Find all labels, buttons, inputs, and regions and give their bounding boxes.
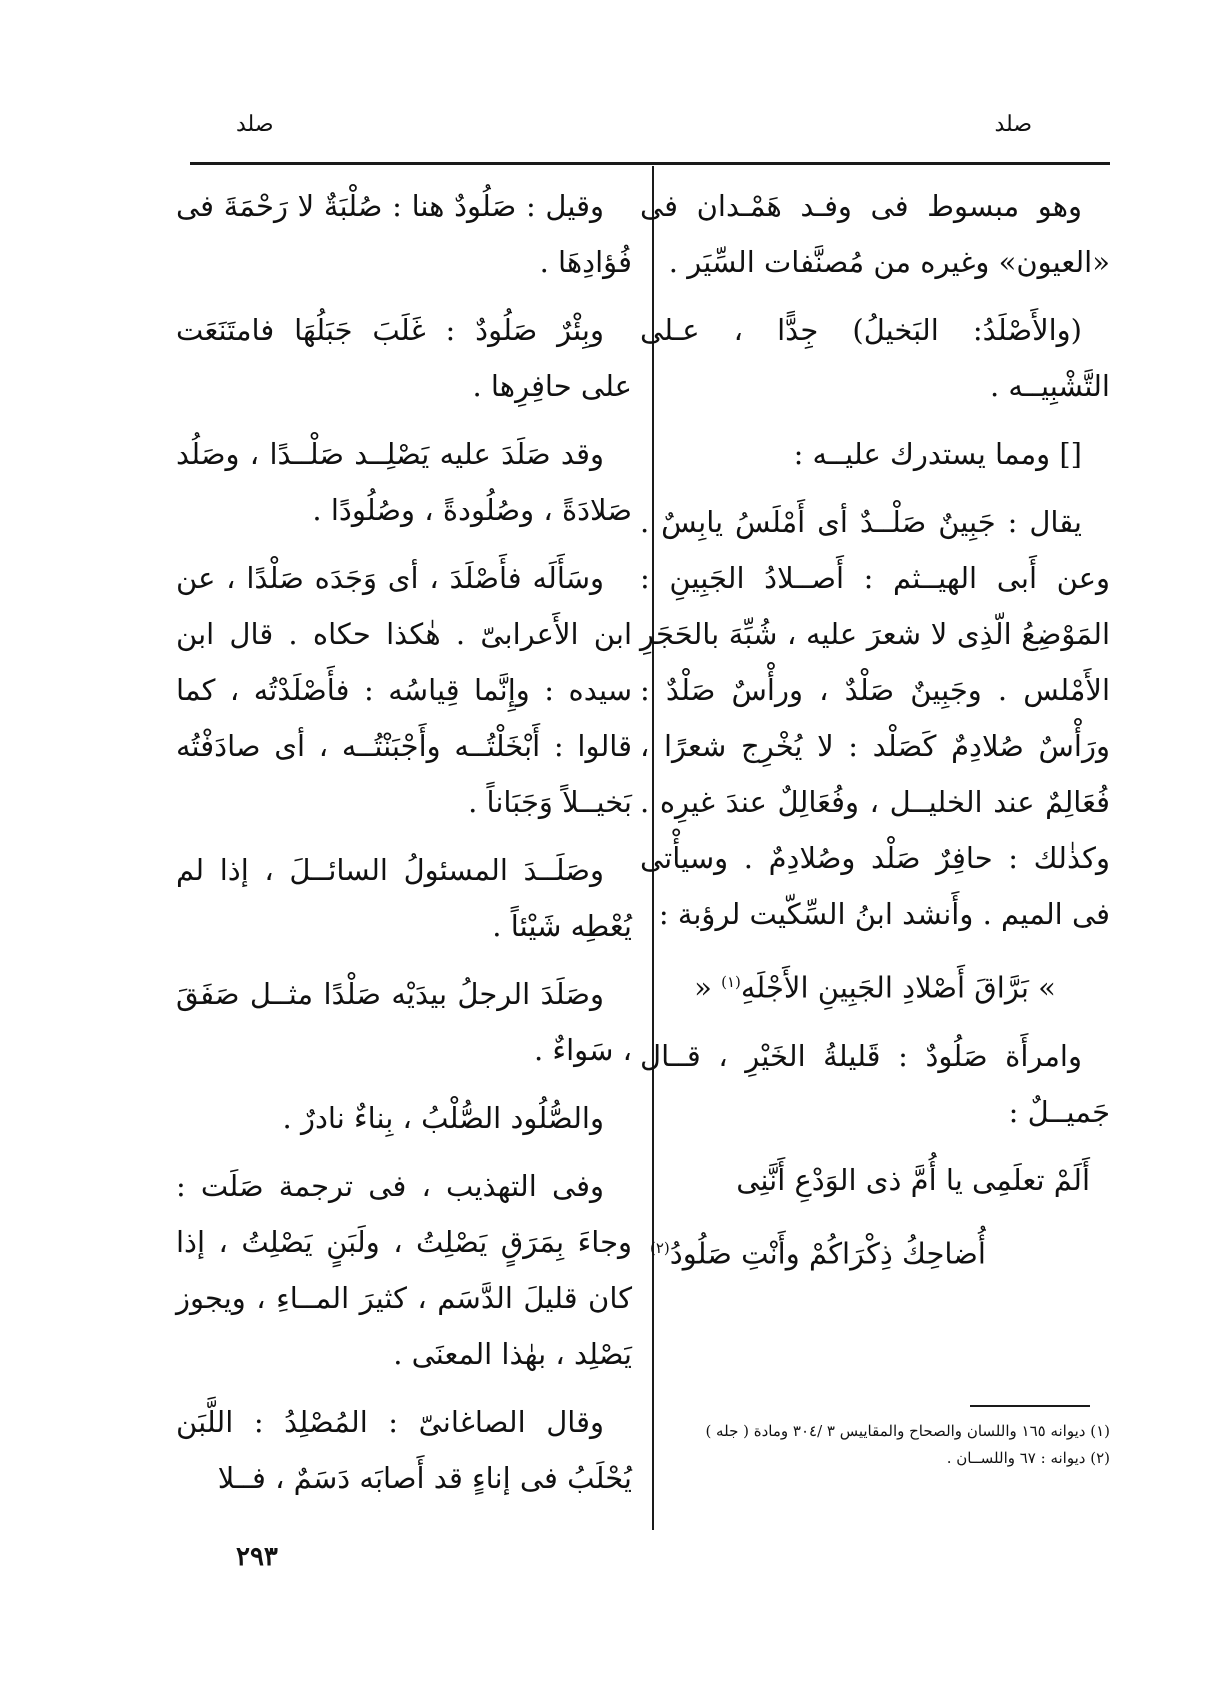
paragraph: والصُّلُود الصُّلْبُ ، بِناءٌ نادرٌ . [282, 1101, 604, 1135]
paragraph: وقال الصاغانىّ : المُصْلِدُ : اللَّبَن يُحْلَبُ فى إناءٍ قد أَصابَه دَسَمٌ ، فــلا [176, 1405, 632, 1495]
footnote-rule [970, 1405, 1090, 1407]
paragraph: [] ومما يستدرك عليــه : [793, 437, 1082, 471]
paragraph: وصَلَدَ الرجلُ بيدَيْه صَلْدًا مثــل صَفَقَ ، سَواءٌ . [176, 977, 632, 1067]
paragraph: وبِئْرٌ صَلُودٌ : غَلَبَ جَبَلُهَا فامتَنَعَت على حافِرِها . [176, 313, 632, 403]
verse-text: » بَرَّاقَ أَصْلادِ الجَبِينِ الأَجْلَهِ [740, 970, 1056, 1005]
paragraph: وامرأَة صَلُودٌ : قَليلةُ الخَيْرِ ، قــال جَميــلٌ : [640, 1038, 1110, 1129]
verse-text: أُضاحِكُ ذِكْرَاكُمْ وأَنْتِ صَلُودُ [669, 1236, 986, 1271]
paragraph: وفى التهذيب ، فى ترجمة صَلَت : وجاءَ بِمَرَقٍ يَصْلِتُ ، ولَبَنٍ يَصْلِتُ ، إذا كان قليلَ الدَّسَم ، كثيرَ المــاءِ ، ويجوز يَصْلِد ، بهٰذا المعنَى . [176, 1169, 632, 1371]
page-number: ٢٩٣ [236, 1542, 278, 1572]
paragraph: يقال : جَبِينٌ صَلْــدٌ أى أَمْلَسُ يابِسٌ . وعن أَبى الهيــثم : أَصــلادُ الجَبِينِ : المَوْضِعُ الّذِى لا شعرَ عليه ، شُبِّهَ بالحَجَرِ الأَمْلس . وجَبِينٌ صَلْدٌ ، ورأْسٌ صَلْدٌ : ورَأْسٌ صُلادِمٌ كَصَلْد : لا يُخْرِج شعرًا ، فُعَالِمٌ عند الخليــل ، وفُعَالِلٌ عندَ غيرِه . وكذٰلك : حافِرٌ صَلْد وصُلادِمٌ . وسيأْتى فى الميم . وأَنشد ابنُ السِّكّيت لرؤبة : [640, 505, 1110, 931]
right-column [640, 178, 1110, 1281]
running-head-left: صلد [236, 112, 274, 137]
paragraph: وسَأَلَه فأَصْلَدَ ، أى وَجَدَه صَلْدًا ، عن ابن الأَعرابىّ . هٰكذا حكاه . قال ابن سيده : وإِنَّما قِياسُه : فأَصْلَدْتُه ، كما قالوا : أَبْخَلْتُــه وأَجْبَنْتُــه ، أى صادَفْتُه بَخيــلاً وَجَبَاناً . [176, 561, 632, 819]
header-rule [190, 162, 1110, 165]
left-column [176, 178, 632, 1518]
paragraph: وهو مبسوط فى وفـد هَمْـدان فى «العيون» وغيره من مُصنَّفات السِّيَر . [640, 189, 1110, 279]
verse-line: أَلَمْ تعلَمِى يا أُمَّ ذى الوَدْعِ أَنَّنِى [736, 1162, 1090, 1197]
footnote: (١) ديوانه ١٦٥ واللسان والصحاح والمقاييس ٣ /٣٠٤ ومادة ( جله ) [705, 1422, 1110, 1440]
verse-line [640, 954, 1110, 1016]
footnote: (٢) ديوانه : ٦٧ واللســان . [946, 1449, 1110, 1467]
paragraph: وصَلَــدَ المسئولُ السائــلَ ، إذا لم يُعْطِه شَيْئاً . [176, 853, 632, 943]
paragraph: وقد صَلَدَ عليه يَصْلِــد صَلْــدًا ، وصَلُد صَلادَةً ، وصُلُودةً ، وصُلُودًا . [176, 437, 632, 527]
paragraph: وقيل : صَلُودٌ هنا : صُلْبَةٌ لا رَحْمَةَ فى فُؤادِهَا . [176, 189, 632, 279]
paragraph: (والأَصْلَدُ: البَخيلُ) جِدًّا ، عـلى التَّشْبِيــه . [640, 313, 1110, 403]
footnote-marker: (١) [721, 973, 741, 991]
footnote-marker: (٢) [650, 1238, 670, 1257]
running-head-right: صلد [994, 112, 1032, 137]
verse-end: « [694, 970, 722, 1005]
verse-line [640, 1220, 1110, 1282]
footnotes [640, 1418, 1110, 1472]
